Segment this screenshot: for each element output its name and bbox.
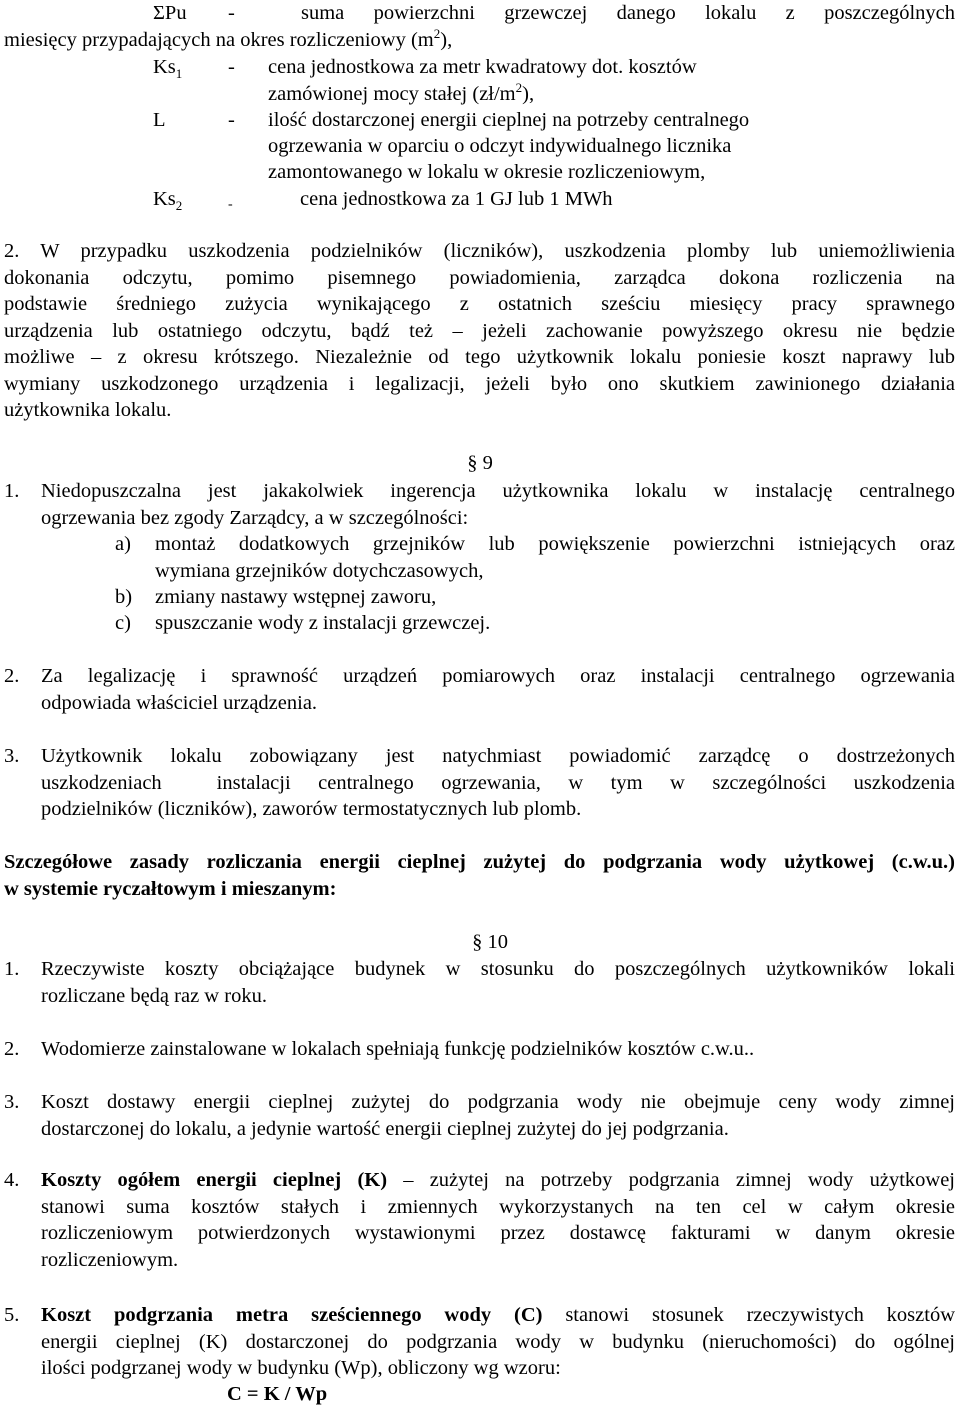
definition-l-line1: ilość dostarczonej energii cieplnej na potrzeby centralnego bbox=[268, 109, 750, 131]
formula: C = K / Wp bbox=[227, 1383, 328, 1405]
s10-paragraph-4: Koszty ogółem energii cieplnej (K) – zużytej na potrzeby podgrzania zimnej wody użytkowej stanowi suma kosztów stałych i zmiennych wykorzystanych na ten cel w całym okresie rozliczeniowym potwierdzonych wystawionymi przez dostawcę fakturami w danym okresie rozliczeniowym. bbox=[41, 1169, 955, 1271]
list-number: 2. bbox=[4, 1038, 20, 1060]
section-heading-9: § 9 bbox=[467, 452, 493, 474]
definition-ks2-line1: cena jednostkowa za 1 GJ lub 1 MWh bbox=[300, 188, 613, 210]
definition-l-line3: zamontowanego w lokalu w okresie rozliczeniowym, bbox=[268, 161, 706, 183]
definition-dash: - bbox=[228, 56, 235, 78]
s9-paragraph-1: Niedopuszczalna jest jakakolwiek ingerencja użytkownika lokalu w instalację centralnego ogrzewania bez zgody Zarządcy, a w szczególności: bbox=[41, 480, 955, 529]
s9-item-c: spuszczanie wody z instalacji grzewczej. bbox=[155, 612, 491, 634]
s9-paragraph-2: Za legalizację i sprawność urządzeń pomiarowych oraz instalacji centralnego ogrzewania odpowiada właściciel urządzenia. bbox=[41, 665, 955, 714]
list-number: 2. bbox=[4, 665, 20, 687]
s9-paragraph-3: Użytkownik lokalu zobowiązany jest natychmiast powiadomić zarządcę o dostrzeżonych uszkodzeniach instalacji centralnego ogrzewania, w tym w szczególności uszkodzenia podzielników (liczników), zaworów termostatycznych lub plomb. bbox=[41, 745, 955, 820]
definition-pu-line1: suma powierzchni grzewczej danego lokalu z poszczególnych bbox=[301, 2, 955, 24]
section-title-cwu: Szczegółowe zasady rozliczania energii cieplnej zużytej do podgrzania wody użytkowej (c.w.u.) w systemie ryczałtowym i mieszanym: bbox=[4, 851, 955, 900]
list-number: 3. bbox=[4, 745, 20, 767]
s10-paragraph-5: Koszt podgrzania metra sześciennego wody (C) stanowi stosunek rzeczywistych kosztów energii cieplnej (K) dostarczonej do podgrzania wody w budynku (nieruchomości) do ogólnej ilości podgrzanej wody w budynku (Wp), obliczony wg wzoru: bbox=[41, 1304, 955, 1379]
symbol-sum-pu: ΣPu bbox=[153, 2, 187, 24]
definition-pu-line2: miesięcy przypadających na okres rozliczeniowy $(m^2)$, bbox=[4, 26, 453, 51]
section-heading-10: § 10 bbox=[472, 931, 508, 953]
definition-l-line2: ogrzewania w oparciu o odczyt indywidualnego licznika bbox=[268, 135, 732, 157]
list-number: 1. bbox=[4, 480, 20, 502]
list-item-marker: a) bbox=[115, 533, 131, 555]
definition-ks1-line1: cena jednostkowa za metr kwadratowy dot. kosztów bbox=[268, 56, 697, 78]
list-number: 4. bbox=[4, 1169, 20, 1191]
definition-dash: - bbox=[228, 109, 235, 131]
symbol-l: L bbox=[153, 109, 166, 131]
list-number: 1. bbox=[4, 958, 20, 980]
list-number: 3. bbox=[4, 1091, 20, 1113]
paragraph-2-damage: 2. W przypadku uszkodzenia podzielników (liczników), uszkodzenia plomby lub uniemożliwienia dokonania odczytu, pomimo pisemnego powiadomienia, zarządca dokona rozliczenia na podstawie średniego zużycia wynikającego z ostatnich sześciu miesięcy pracy sprawnego urządzenia lub ostatniego odczytu, bądź też – jeżeli zachowanie powyższego okresu nie będzie możliwe – z okresu krótszego. Niezależnie od tego użytkownik lokalu poniesie koszt naprawy lub wymiany uszkodzonego urządzenia i legalizacji, jeżeli było ono skutkiem zawinionego działania użytkownika lokalu. bbox=[4, 240, 955, 421]
definition-dash: - bbox=[228, 2, 235, 24]
list-item-marker: b) bbox=[115, 586, 133, 608]
s10-paragraph-1: Rzeczywiste koszty obciążające budynek w stosunku do poszczególnych użytkowników lokali rozliczane będą raz w roku. bbox=[41, 958, 955, 1007]
list-item-marker: c) bbox=[115, 612, 131, 634]
definition-dash: - bbox=[228, 197, 233, 212]
s10-paragraph-2: Wodomierze zainstalowane w lokalach spełniają funkcję podzielników kosztów c.w.u.. bbox=[41, 1038, 755, 1060]
list-number: 5. bbox=[4, 1304, 20, 1326]
s9-item-a: montaż dodatkowych grzejników lub powiększenie powierzchni istniejących oraz wymiana grzejników dotychczasowych, bbox=[155, 533, 955, 582]
symbol-ks1: $Ks_1$ bbox=[153, 56, 183, 82]
s9-item-b: zmiany nastawy wstępnej zaworu, bbox=[155, 586, 437, 608]
symbol-ks2: $Ks_2$ bbox=[153, 188, 183, 214]
s10-paragraph-3: Koszt dostawy energii cieplnej zużytej do podgrzania wody nie obejmuje ceny wody zimnej dostarczonej do lokalu, a jedynie wartość energii cieplnej zużytej do jej podgrzania. bbox=[41, 1091, 955, 1140]
definition-ks1-line2: zamówionej mocy stałej $(zł/m^2)$, bbox=[268, 80, 535, 105]
